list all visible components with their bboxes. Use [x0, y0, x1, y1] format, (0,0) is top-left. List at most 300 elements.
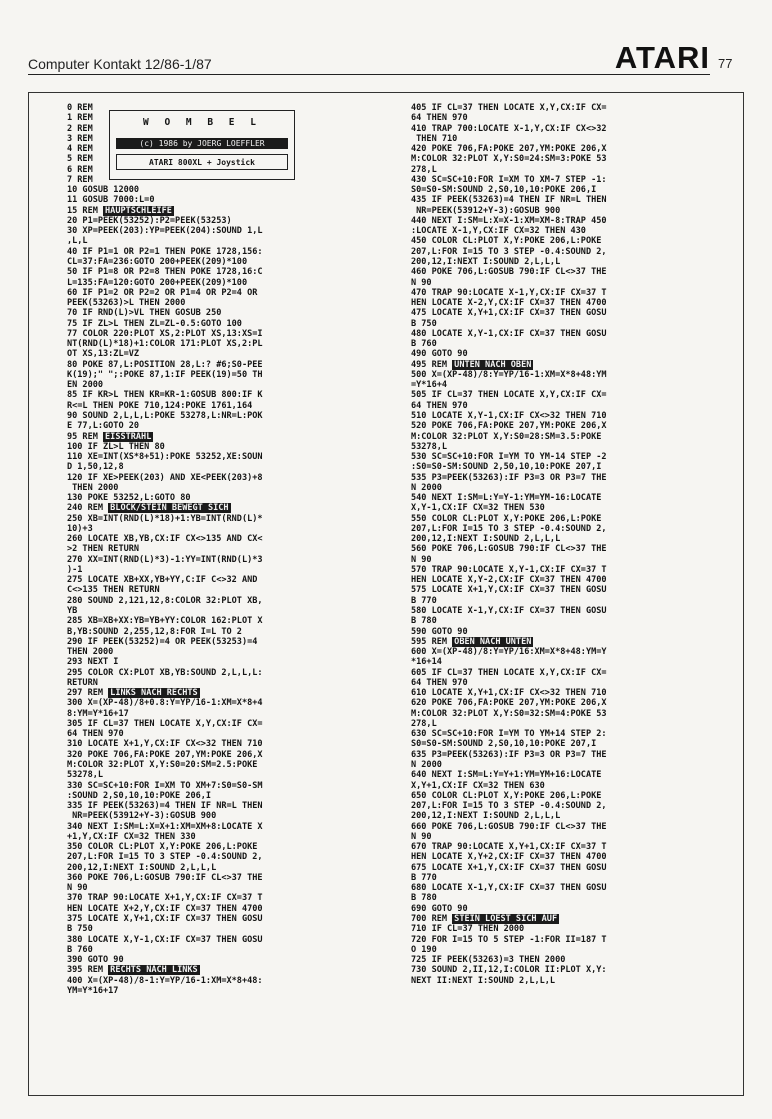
code-line: [67, 226, 387, 236]
section-label-highlight: EISSTRAHL: [105, 431, 152, 442]
code-text: 690 GOTO 90: [411, 903, 468, 914]
code-text: B 780: [411, 616, 437, 627]
code-text: S0=S0-SM:SOUND 2,S0,10,10:POKE 207,I: [411, 739, 597, 750]
code-text: 200,12,I:NEXT I:SOUND 2,L,L,L: [411, 811, 561, 822]
section-label-highlight: HAUPTSCHLEIFE: [105, 205, 172, 216]
code-line: [67, 349, 387, 359]
code-line: [67, 493, 387, 503]
code-text: N 90: [411, 831, 432, 842]
code-line: [67, 863, 387, 873]
code-line: [411, 935, 741, 945]
code-text: :LOCATE X-1,Y,CX:IF CX=32 THEN 430: [411, 226, 586, 237]
code-line: [411, 401, 741, 411]
code-line: [67, 555, 387, 565]
code-text: 280 SOUND 2,121,12,8:COLOR 32:PLOT XB,: [67, 595, 263, 606]
code-text: 305 IF CL=37 THEN LOCATE X,Y,CX:IF CX=: [67, 718, 263, 729]
code-line: [411, 134, 741, 144]
code-text: :S0=S0-SM:SOUND 2,50,10,10:POKE 207,I: [411, 462, 602, 473]
code-text: 120 IF XE>PEEK(203) AND XE<PEEK(203)+8: [67, 472, 263, 483]
code-text: THEN 710: [411, 133, 458, 144]
code-line: [411, 319, 741, 329]
code-text: )-1: [67, 564, 83, 575]
code-text: 3 REM: [67, 133, 93, 144]
code-text: 200,12,I:NEXT I:SOUND 2,L,L,L: [411, 534, 561, 545]
code-text: 300 X=(XP-48)/8+0.8:Y=YP/16-1:XM=X*8+4: [67, 698, 263, 709]
code-line: [67, 514, 387, 524]
publication-title: Computer Kontakt 12/86-1/87: [28, 56, 212, 72]
code-text: 675 LOCATE X+1,Y,CX:IF CX=37 THEN GOSU: [411, 862, 607, 873]
program-credit: (c) 1986 by JOERG LOEFFLER: [116, 138, 288, 149]
code-line: [411, 514, 741, 524]
code-line: [67, 421, 387, 431]
code-text: 605 IF CL=37 THEN LOCATE X,Y,CX:IF CX=: [411, 667, 607, 678]
code-text: RETURN: [67, 677, 98, 688]
code-text: 410 TRAP 700:LOCATE X-1,Y,CX:IF CX<>32: [411, 123, 607, 134]
code-line: [67, 278, 387, 288]
code-line: [411, 863, 741, 873]
code-text: 53278,L: [411, 441, 448, 452]
code-text: 380 LOCATE X,Y-1,CX:IF CX=37 THEN GOSU: [67, 934, 263, 945]
code-line: [411, 791, 741, 801]
code-line: [67, 986, 387, 996]
code-text: 630 SC=SC+10:FOR I=YM TO YM+14 STEP 2:: [411, 729, 607, 740]
code-text: 395 REM: [67, 965, 109, 976]
code-text: 207,L:FOR I=15 TO 3 STEP -0.4:SOUND 2,: [411, 523, 607, 534]
code-line: [411, 945, 741, 955]
code-text: 360 POKE 706,L:GOSUB 790:IF CL<>37 THE: [67, 872, 263, 883]
code-text: 475 LOCATE X,Y+1,CX:IF CX=37 THEN GOSU: [411, 308, 607, 319]
code-text: 6 REM: [67, 164, 93, 175]
code-line: [67, 647, 387, 657]
code-line: [67, 945, 387, 955]
code-text: N 90: [411, 554, 432, 565]
code-text: 207,L:FOR I=15 TO 3 STEP -0.4:SOUND 2,: [67, 852, 263, 863]
code-text: 295 COLOR CX:PLOT XB,YB:SOUND 2,L,L,L:: [67, 667, 263, 678]
code-text: X,Y-1,CX:IF CX=32 THEN 530: [411, 503, 545, 514]
code-line: [411, 124, 741, 134]
code-line: [411, 976, 741, 986]
code-text: 725 IF PEEK(53263)=3 THEN 2000: [411, 955, 566, 966]
code-text: 375 LOCATE X,Y+1,CX:IF CX=37 THEN GOSU: [67, 913, 263, 924]
code-text: 320 POKE 706,FA:POKE 207,YM:POKE 206,X: [67, 749, 263, 760]
code-text: L=135:FA=120:GOTO 200+PEEK(209)*100: [67, 277, 248, 288]
code-text: 100 IF ZL>L THEN 80: [67, 441, 165, 452]
code-line: [411, 175, 741, 185]
code-line: [411, 688, 741, 698]
code-text: HEN LOCATE X,Y-2,CX:IF CX=37 THEN 4700: [411, 575, 607, 586]
page-header: [28, 40, 710, 75]
code-text: 520 POKE 706,FA:POKE 207,YM:POKE 206,X: [411, 421, 607, 432]
code-line: [67, 288, 387, 298]
code-line: [67, 216, 387, 226]
section-label-highlight: BLOCK/STEIN BEWEGT SICH: [110, 503, 229, 514]
code-text: 480 LOCATE X,Y-1,CX:IF CX=37 THEN GOSU: [411, 328, 607, 339]
code-line: [67, 791, 387, 801]
code-text: 0 REM: [67, 103, 93, 113]
listing-column-left: [67, 103, 387, 996]
code-text: 270 XX=INT(RND(L)*3)-1:YY=INT(RND(L)*3: [67, 554, 263, 565]
code-text: 495 REM: [411, 359, 453, 370]
program-title: W O M B E L: [143, 117, 261, 128]
code-text: PEEK(53263)>L THEN 2000: [67, 298, 186, 309]
code-text: 7 REM: [67, 174, 93, 185]
code-line: [67, 770, 387, 780]
code-text: 290 IF PEEK(53252)=4 OR PEEK(53253)=4: [67, 636, 258, 647]
code-line: [67, 236, 387, 246]
code-line: [67, 503, 387, 513]
code-text: 390 GOTO 90: [67, 955, 124, 966]
program-subtitle-frame: [116, 154, 288, 170]
code-line: [411, 257, 741, 267]
code-text: CL=37:FA=236:GOTO 200+PEEK(209)*100: [67, 256, 248, 267]
code-text: B 760: [67, 944, 93, 955]
code-line: [67, 852, 387, 862]
code-line: [411, 483, 741, 493]
code-line: [411, 955, 741, 965]
code-text: 620 POKE 706,FA:POKE 207,YM:POKE 206,X: [411, 698, 607, 709]
code-text: NR=PEEK(53912+Y-3):GOSUB 900: [411, 205, 561, 216]
code-text: X,Y+1,CX:IF CX=32 THEN 630: [411, 780, 545, 791]
code-line: [67, 678, 387, 688]
code-text: NR=PEEK(53912+Y-3):GOSUB 900: [67, 811, 217, 822]
code-line: [67, 390, 387, 400]
code-line: [67, 247, 387, 257]
code-line: [67, 267, 387, 277]
code-text: 590 GOTO 90: [411, 626, 468, 637]
code-line: [411, 329, 741, 339]
code-line: [67, 698, 387, 708]
code-line: [411, 924, 741, 934]
code-line: [67, 955, 387, 965]
code-text: N 90: [411, 277, 432, 288]
code-line: [67, 750, 387, 760]
code-line: [67, 319, 387, 329]
code-line: [411, 585, 741, 595]
code-line: [411, 873, 741, 883]
section-label-highlight: LINKS NACH RECHTS: [110, 688, 198, 699]
code-line: [67, 185, 387, 195]
code-text: THEN 2000: [67, 482, 119, 493]
code-text: 40 IF P1=1 OR P2=1 THEN POKE 1728,156:: [67, 246, 263, 257]
code-text: ,L,L: [67, 236, 88, 247]
code-text: K(19);" ";:POKE 87,1:IF PEEK(19)=50 TH: [67, 369, 263, 380]
code-text: 285 XB=XB+XX:YB=YB+YY:COLOR 162:PLOT X: [67, 616, 263, 627]
code-text: NEXT II:NEXT I:SOUND 2,L,L,L: [411, 975, 556, 986]
code-line: [67, 596, 387, 606]
code-line: [67, 380, 387, 390]
code-line: [67, 709, 387, 719]
code-text: R<=L THEN POKE 710,124:POKE 1761,164: [67, 400, 253, 411]
code-line: [411, 308, 741, 318]
code-line: [67, 965, 387, 975]
code-text: NT(RND(L)*18)+1:COLOR 171:PLOT XS,2:PL: [67, 339, 263, 350]
code-text: O 190: [411, 944, 437, 955]
code-line: [411, 760, 741, 770]
code-text: 250 XB=INT(RND(L)*18)+1:YB=INT(RND(L)*: [67, 513, 263, 524]
code-line: [411, 154, 741, 164]
code-text: D 1,50,12,8: [67, 462, 124, 473]
code-text: 370 TRAP 90:LOCATE X+1,Y,CX:IF CX=37 T: [67, 893, 263, 904]
code-text: 75 IF ZL>L THEN ZL=ZL-0.5:GOTO 100: [67, 318, 242, 329]
code-line: [67, 739, 387, 749]
code-line: [67, 195, 387, 205]
code-text: 330 SC=SC+10:FOR I=XM TO XM+7:S0=S0-SM: [67, 780, 263, 791]
code-text: 720 FOR I=15 TO 5 STEP -1:FOR II=187 T: [411, 934, 607, 945]
code-line: [67, 370, 387, 380]
code-line: [67, 637, 387, 647]
section-label-highlight: RECHTS NACH LINKS: [110, 965, 198, 976]
code-text: 490 GOTO 90: [411, 349, 468, 360]
code-text: 4 REM: [67, 144, 93, 155]
code-line: [411, 339, 741, 349]
code-text: 53278,L: [67, 770, 104, 781]
code-line: [67, 575, 387, 585]
code-text: 5 REM: [67, 154, 93, 165]
code-text: B 750: [67, 924, 93, 935]
code-line: [411, 842, 741, 852]
code-text: 505 IF CL=37 THEN LOCATE X,Y,CX:IF CX=: [411, 390, 607, 401]
code-text: 500 X=(XP-48)/8:Y=YP/16-1:XM=X*8+48:YM: [411, 369, 607, 380]
code-line: [67, 524, 387, 534]
code-line: [411, 616, 741, 626]
code-text: 240 REM: [67, 503, 109, 514]
code-line: [67, 924, 387, 934]
code-line: [67, 401, 387, 411]
code-text: 700 REM: [411, 913, 453, 924]
brand-title: ATARI: [614, 40, 710, 75]
code-line: [67, 719, 387, 729]
code-line: [411, 432, 741, 442]
code-line: [411, 893, 741, 903]
code-line: [411, 247, 741, 257]
code-text: 460 POKE 706,L:GOSUB 790:IF CL<>37 THE: [411, 267, 607, 278]
code-text: :SOUND 2,S0,10,10:POKE 206,I: [67, 790, 212, 801]
code-line: [411, 421, 741, 431]
code-text: 260 LOCATE XB,YB,CX:IF CX<>135 AND CX<: [67, 534, 263, 545]
code-text: C<>135 THEN RETURN: [67, 585, 160, 596]
code-line: [67, 411, 387, 421]
code-text: B 770: [411, 595, 437, 606]
program-subtitle: ATARI 800XL + Joystick: [149, 158, 255, 167]
code-text: HEN LOCATE X,Y+2,CX:IF CX=37 THEN 4700: [411, 852, 607, 863]
code-text: YB: [67, 606, 78, 617]
code-line: [411, 832, 741, 842]
code-text: +1,Y,CX:IF CX=32 THEN 330: [67, 831, 196, 842]
code-line: [411, 236, 741, 246]
code-text: 535 P3=PEEK(53263):IF P3=3 OR P3=7 THE: [411, 472, 607, 483]
code-line: [411, 411, 741, 421]
code-line: [411, 103, 741, 113]
code-text: B 770: [411, 872, 437, 883]
section-label-highlight: STEIN LOEST SICH AUF: [454, 913, 558, 924]
code-text: 64 THEN 970: [411, 677, 468, 688]
code-text: 340 NEXT I:SM=L:X=X+1:XM=XM+8:LOCATE X: [67, 821, 263, 832]
code-line: [411, 637, 741, 647]
code-line: [411, 811, 741, 821]
code-line: [411, 370, 741, 380]
code-line: [411, 288, 741, 298]
code-line: [67, 760, 387, 770]
code-text: 440 NEXT I:SM=L:X=X-1:XM=XM-8:TRAP 450: [411, 215, 607, 226]
code-text: 200,12,I:NEXT I:SOUND 2,L,L,L: [67, 862, 217, 873]
code-text: 90 SOUND 2,L,L,L:POKE 53278,L:NR=L:POK: [67, 410, 263, 421]
code-line: [67, 565, 387, 575]
code-text: 635 P3=PEEK(53263):IF P3=3 OR P3=7 THE: [411, 749, 607, 760]
code-line: [67, 432, 387, 442]
code-line: [411, 678, 741, 688]
code-text: M:COLOR 32:PLOT X,Y:S0=32:SM=4:POKE 53: [411, 708, 607, 719]
code-line: [411, 452, 741, 462]
code-line: [411, 729, 741, 739]
code-line: [411, 596, 741, 606]
code-text: 435 IF PEEK(53263)=4 THEN IF NR=L THEN: [411, 195, 607, 206]
code-line: [67, 308, 387, 318]
code-line: [67, 822, 387, 832]
code-line: [67, 832, 387, 842]
code-line: [411, 801, 741, 811]
code-line: [411, 360, 741, 370]
code-text: M:COLOR 32:PLOT X,Y:S0=28:SM=3.5:POKE: [411, 431, 602, 442]
code-line: [67, 534, 387, 544]
code-text: S0=S0-SM:SOUND 2,S0,10,10:POKE 206,I: [411, 185, 597, 196]
code-line: [67, 473, 387, 483]
code-text: 550 COLOR CL:PLOT X,Y:POKE 206,L:POKE: [411, 513, 602, 524]
listing-column-right: [411, 103, 741, 986]
code-text: M:COLOR 32:PLOT X,Y:S0=20:SM=2.5:POKE: [67, 760, 258, 770]
code-line: [67, 842, 387, 852]
code-line: [67, 781, 387, 791]
code-line: [411, 555, 741, 565]
code-line: [411, 627, 741, 637]
code-text: HEN LOCATE X+2,Y,CX:IF CX=37 THEN 4700: [67, 903, 263, 914]
code-text: OT XS,13:ZL=VZ: [67, 349, 140, 360]
code-text: 50 IF P1=8 OR P2=8 THEN POKE 1728,16:C: [67, 267, 263, 278]
code-text: 400 X=(XP-48)/8-1:Y=YP/16-1:XM=X*8+48:: [67, 975, 263, 986]
code-text: 660 POKE 706,L:GOSUB 790:IF CL<>37 THE: [411, 821, 607, 832]
code-text: 450 COLOR CL:PLOT X,Y:POKE 206,L:POKE: [411, 236, 602, 247]
code-text: 2 REM: [67, 123, 93, 134]
code-line: [67, 904, 387, 914]
code-line: [411, 575, 741, 585]
code-text: 680 LOCATE X-1,Y,CX:IF CX=37 THEN GOSU: [411, 883, 607, 894]
code-text: 420 POKE 706,FA:POKE 207,YM:POKE 206,X: [411, 144, 607, 155]
code-line: [411, 493, 741, 503]
code-text: E 77,L:GOTO 20: [67, 421, 140, 432]
code-text: 710 IF CL=37 THEN 2000: [411, 924, 525, 935]
code-line: [67, 801, 387, 811]
code-text: 575 LOCATE X+1,Y,CX:IF CX=37 THEN GOSU: [411, 585, 607, 596]
code-line: [411, 770, 741, 780]
code-line: [411, 534, 741, 544]
code-text: 560 POKE 706,L:GOSUB 790:IF CL<>37 THE: [411, 544, 607, 555]
code-text: 600 X=(XP-48)/8:Y=YP/16:XM=X*8+48:YM=Y: [411, 647, 607, 658]
code-line: [411, 565, 741, 575]
code-text: B,YB:SOUND 2,255,12,8:FOR I=L TO 2: [67, 626, 242, 637]
code-line: [67, 976, 387, 986]
code-text: 1 REM: [67, 113, 93, 124]
code-text: 510 LOCATE X,Y-1,CX:IF CX<>32 THEN 710: [411, 410, 607, 421]
code-text: 60 IF P1=2 OR P2=2 OR P1=4 OR P2=4 OR: [67, 287, 258, 298]
code-text: 70 IF RND(L)>VL THEN GOSUB 250: [67, 308, 222, 319]
code-text: 64 THEN 970: [411, 113, 468, 124]
code-text: N 2000: [411, 760, 442, 770]
code-line: [411, 503, 741, 513]
code-line: [411, 442, 741, 452]
code-text: THEN 2000: [67, 647, 114, 658]
code-line: [67, 729, 387, 739]
code-text: 405 IF CL=37 THEN LOCATE X,Y,CX:IF CX=: [411, 103, 607, 113]
code-text: 595 REM: [411, 636, 453, 647]
code-line: [67, 298, 387, 308]
code-text: EN 2000: [67, 380, 104, 391]
listing-frame: [28, 92, 744, 1096]
code-line: [411, 719, 741, 729]
code-text: *16+14: [411, 657, 442, 668]
code-text: 64 THEN 970: [67, 729, 124, 740]
code-line: [67, 462, 387, 472]
code-line: [67, 627, 387, 637]
code-text: 130 POKE 53252,L:GOTO 80: [67, 493, 191, 504]
code-line: [67, 688, 387, 698]
code-line: [411, 226, 741, 236]
code-text: 350 COLOR CL:PLOT X,Y:POKE 206,L:POKE: [67, 842, 258, 853]
code-line: [411, 298, 741, 308]
code-text: 580 LOCATE X-1,Y,CX:IF CX=37 THEN GOSU: [411, 606, 607, 617]
code-text: =Y*16+4: [411, 380, 448, 391]
code-text: 540 NEXT I:SM=L:Y=Y-1:YM=YM-16:LOCATE: [411, 493, 602, 504]
code-line: [67, 873, 387, 883]
code-line: [411, 750, 741, 760]
code-text: 640 NEXT I:SM=L:Y=Y+1:YM=YM+16:LOCATE: [411, 770, 602, 781]
code-line: [67, 257, 387, 267]
code-line: [67, 329, 387, 339]
code-line: [411, 165, 741, 175]
code-text: 470 TRAP 90:LOCATE X-1,Y,CX:IF CX=37 T: [411, 287, 607, 298]
code-text: N 2000: [411, 482, 442, 493]
code-text: 85 IF KR>L THEN KR=KR-1:GOSUB 800:IF K: [67, 390, 263, 401]
code-text: 20 P1=PEEK(53252):P2=PEEK(53253): [67, 215, 232, 226]
code-line: [411, 914, 741, 924]
code-line: [67, 606, 387, 616]
code-line: [411, 668, 741, 678]
code-text: 10 GOSUB 12000: [67, 185, 140, 196]
code-text: 15 REM: [67, 205, 104, 216]
code-line: [67, 339, 387, 349]
code-text: 207,L:FOR I=15 TO 3 STEP -0.4:SOUND 2,: [411, 801, 607, 812]
code-line: [67, 360, 387, 370]
code-line: [67, 616, 387, 626]
code-text: 95 REM: [67, 431, 104, 442]
code-text: 310 LOCATE X+1,Y,CX:IF CX<>32 THEN 710: [67, 739, 263, 750]
code-text: 200,12,I:NEXT I:SOUND 2,L,L,L: [411, 256, 561, 267]
code-text: 670 TRAP 90:LOCATE X,Y+1,CX:IF CX=37 T: [411, 842, 607, 853]
code-line: [67, 206, 387, 216]
code-line: [411, 267, 741, 277]
code-line: [67, 668, 387, 678]
code-line: [411, 739, 741, 749]
code-line: [411, 647, 741, 657]
code-text: 207,L:FOR I=15 TO 3 STEP -0.4:SOUND 2,: [411, 246, 607, 257]
code-text: 730 SOUND 2,II,12,I:COLOR II:PLOT X,Y:: [411, 965, 607, 976]
code-text: 278,L: [411, 164, 437, 175]
code-text: 278,L: [411, 718, 437, 729]
code-line: [411, 380, 741, 390]
code-line: [67, 452, 387, 462]
code-text: 275 LOCATE XB+XX,YB+YY,C:IF C<>32 AND: [67, 575, 258, 586]
code-line: [67, 935, 387, 945]
code-line: [67, 442, 387, 452]
code-text: 650 COLOR CL:PLOT X,Y:POKE 206,L:POKE: [411, 790, 602, 801]
